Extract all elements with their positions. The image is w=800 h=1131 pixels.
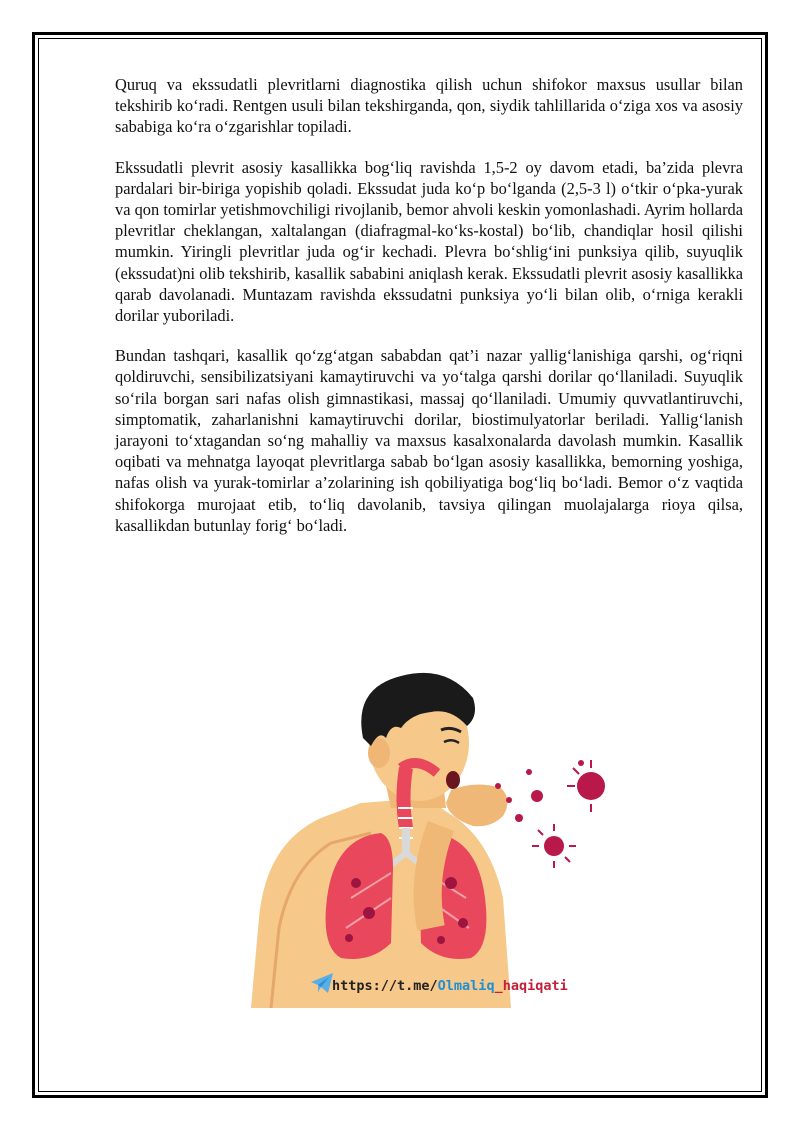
link-part-olmaliq: Olmaliq: [437, 978, 495, 994]
link-prefix: https://t.me/: [332, 978, 438, 994]
coughing-man-illustration: [241, 668, 608, 1008]
paragraph-diagnostics: Quruq va ekssudatli plevritlarni diagnostika qilish uchun shifokor maxsus usullar bilan tekshirib ko‘radi. Rentgen usuli bilan tekshirganda, qon, siydik tahlillarida o‘ziga xos va asosiy sababiga ko‘ra o‘zgarishlar topiladi.: [115, 75, 743, 137]
channel-link-watermark[interactable]: [332, 978, 568, 994]
paragraph-exudative-pleurisy: Ekssudatli plevrit asosiy kasallikka bog‘liq ravishda 1,5-2 oy davom etadi, ba’zida plevra pardalari bir-biriga yopishib qoladi. Ekssudat juda ko‘p bo‘lganda (2,5-3 l) o‘tkir o‘pka-yurak va qon tomirlar yetishmovchiligi rivojlanib, bemor ahvoli keskin yomonlashadi. Ayrim hollarda plevritlar cheklangan, xaltalangan (diafragmal-ko‘ks-kostal) bo‘lib, chandiqlar hosil qilishi mumkin. Yiringli plevritlar juda og‘ir kechadi. Plevra bo‘shlig‘ini punksiya qilib, suyuqlik (ekssudat)ni olib tekshirib, kasallik sababini aniqlash kerak. Ekssudatli plevrit asosiy kasallikka qarab davolanadi. Muntazam ravishda ekssudatni punksiya yo‘li bilan olib, o‘rniga kerakli dorilar yuboriladi.: [115, 157, 743, 326]
document-body: [115, 74, 743, 555]
paragraph-treatment: Bundan tashqari, kasallik qo‘zg‘atgan sababdan qat’i nazar yallig‘lanishiga qarshi, og‘riqni qoldiruvchi, sensibilizatsiyani kamaytiruvchi va yo‘talga qarshi dorilar qo‘llaniladi. Suyuqlik so‘rila borgan sari nafas olish gimnastikasi, massaj qo‘llaniladi. Umumiy quvvatlantiruvchi, simptomatik, zaharlanishni kamaytiruvchi dorilar, biostimulyatorlar beriladi. Yallig‘lanish jarayoni to‘xtagandan so‘ng mahalliy va maxsus kasalxonalarda davolash mumkin. Kasallik oqibati va mehnatga layoqat plevritlarga sabab bo‘lgan asosiy kasallikka, bemorning yoshiga, nafas olish va yurak-tomirlar a’zolarining ish qobiliyatiga bog‘liq bo‘ladi. Bemor o‘z vaqtida shifokorga murojaat etib, to‘liq davolanib, tavsiya qilingan muolajalarga rioya qilsa, kasallikdan butunlay forig‘ bo‘ladi.: [115, 346, 743, 535]
telegram-icon: [310, 972, 334, 994]
link-part-haqiqati: _haqiqati: [494, 978, 568, 994]
